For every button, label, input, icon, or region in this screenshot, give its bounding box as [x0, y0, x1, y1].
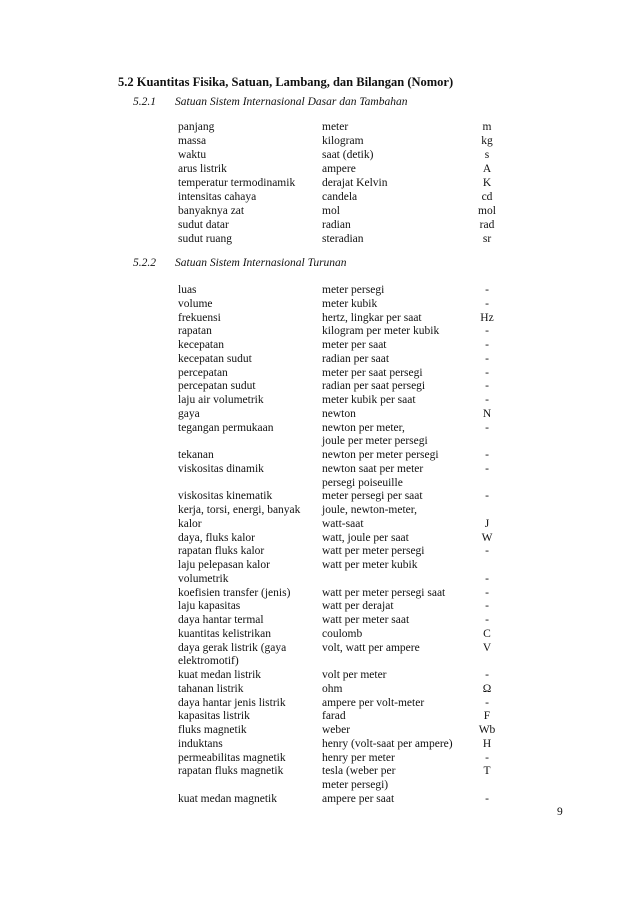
symbol-cell: s [484, 149, 490, 161]
symbol-cell: - [485, 462, 489, 475]
subsection-2-title: Satuan Sistem Internasional Turunan [175, 257, 347, 269]
unit-name-cell: farad [322, 710, 346, 723]
unit-name-cell: radian per saat persegi [322, 380, 426, 393]
unit-name-cell: kilogram [322, 135, 364, 147]
unit-name-cell: meter persegi [322, 284, 385, 296]
unit-name-cell: candela [322, 191, 358, 203]
symbol-cell: - [485, 600, 489, 613]
unit-name-cell: watt, joule per saat [322, 531, 409, 544]
page-number: 9 [557, 806, 563, 818]
symbol-cell: - [485, 394, 489, 406]
symbol-cell: Hz [480, 311, 494, 324]
unit-name-cell: meter kubik [322, 297, 378, 310]
unit-name-cell: derajat Kelvin [322, 177, 388, 189]
quantity-cell: frekuensi [178, 311, 221, 324]
unit-name-cell: newton per meter persegi [322, 449, 439, 461]
unit-name-cell: persegi poiseuille [322, 476, 403, 489]
symbol-cell: - [485, 792, 489, 805]
unit-name-cell: watt per meter persegi saat [322, 586, 446, 599]
unit-name-cell: newton saat per meter [322, 462, 424, 475]
quantity-cell: volumetrik [178, 572, 229, 585]
symbol-cell: Wb [478, 724, 496, 736]
quantity-cell: percepatan [178, 366, 228, 379]
symbol-cell: - [485, 696, 489, 709]
symbol-cell: - [485, 586, 489, 599]
symbol-cell: - [485, 751, 489, 764]
quantity-cell: volume [178, 297, 213, 310]
symbol-cell: - [485, 380, 489, 393]
unit-name-cell: meter per saat persegi [322, 366, 423, 379]
symbol-cell: - [485, 366, 489, 379]
section-title: 5.2 Kuantitas Fisika, Satuan, Lambang, dan Bilangan (Nomor) [118, 75, 454, 89]
symbol-cell: - [485, 572, 489, 585]
quantity-cell: kapasitas listrik [178, 710, 250, 723]
quantity-cell: viskositas kinematik [178, 490, 273, 503]
quantity-cell: arus listrik [178, 163, 227, 175]
unit-name-cell: henry (volt-saat per ampere) [322, 737, 453, 750]
unit-name-cell: ampere [322, 163, 356, 175]
quantity-cell: banyaknya zat [178, 205, 245, 217]
symbol-cell: rad [479, 219, 495, 231]
unit-name-cell: volt per meter [322, 669, 387, 681]
quantity-cell: laju pelepasan kalor [178, 559, 270, 571]
quantity-cell: daya gerak listrik (gaya [178, 641, 287, 654]
quantity-cell: sudut ruang [178, 233, 232, 245]
subsection-2-number: 5.2.2 [133, 257, 156, 269]
quantity-cell: kuat medan magnetik [178, 792, 277, 805]
symbol-cell: N [482, 407, 492, 420]
quantity-cell: induktans [178, 737, 223, 750]
quantity-cell: viskositas dinamik [178, 462, 264, 475]
unit-name-cell: ohm [322, 682, 343, 695]
symbol-cell: - [485, 490, 489, 503]
symbol-cell: A [482, 163, 492, 175]
quantity-cell: permeabilitas magnetik [178, 751, 286, 764]
symbol-cell: - [485, 352, 489, 365]
quantity-cell: waktu [178, 149, 207, 161]
quantity-cell: tahanan listrik [178, 682, 244, 695]
symbol-cell: V [482, 641, 492, 654]
subsection-1-title: Satuan Sistem Internasional Dasar dan Tambahan [175, 96, 408, 108]
unit-name-cell: volt, watt per ampere [322, 641, 420, 654]
symbol-cell: - [485, 325, 489, 338]
unit-name-cell: meter persegi per saat [322, 490, 423, 503]
quantity-cell: kecepatan sudut [178, 352, 252, 365]
quantity-cell: panjang [178, 121, 215, 133]
quantity-cell: fluks magnetik [178, 724, 247, 736]
symbol-cell: J [484, 517, 490, 530]
quantity-cell: intensitas cahaya [178, 191, 257, 203]
quantity-cell: daya hantar jenis listrik [178, 696, 286, 709]
unit-name-cell: radian [322, 219, 351, 231]
unit-name-cell: ampere per saat [322, 792, 395, 805]
symbol-cell: mol [478, 205, 496, 217]
subsection-1-number: 5.2.1 [133, 96, 156, 108]
unit-name-cell: meter kubik per saat [322, 394, 416, 406]
symbol-cell: - [485, 339, 489, 351]
symbol-cell: sr [482, 233, 492, 245]
quantity-cell: sudut datar [178, 219, 229, 231]
unit-name-cell: steradian [322, 233, 364, 245]
quantity-cell: rapatan [178, 325, 212, 338]
symbol-cell: - [485, 297, 489, 310]
quantity-cell: laju air volumetrik [178, 394, 264, 406]
quantity-cell: kuantitas kelistrikan [178, 627, 271, 640]
unit-name-cell: joule per meter persegi [322, 435, 428, 448]
quantity-cell: kecepatan [178, 339, 224, 351]
symbol-cell: K [482, 177, 492, 189]
unit-name-cell: watt per derajat [322, 600, 394, 613]
unit-name-cell: watt-saat [322, 517, 364, 530]
quantity-cell: rapatan fluks magnetik [178, 765, 284, 778]
unit-name-cell: newton [322, 407, 356, 420]
unit-name-cell: watt per meter kubik [322, 559, 418, 571]
symbol-cell: - [485, 421, 489, 434]
symbol-cell: T [483, 765, 491, 778]
quantity-cell: massa [178, 135, 207, 147]
unit-name-cell: radian per saat [322, 352, 390, 365]
unit-name-cell: coulomb [322, 627, 363, 640]
quantity-cell: gaya [178, 407, 200, 420]
unit-name-cell: watt per meter saat [322, 614, 410, 626]
unit-name-cell: ampere per volt-meter [322, 696, 425, 709]
unit-name-cell: newton per meter, [322, 421, 405, 434]
unit-name-cell: mol [322, 205, 340, 217]
unit-name-cell: weber [322, 724, 351, 736]
quantity-cell: kuat medan listrik [178, 669, 262, 681]
symbol-cell: - [485, 669, 489, 681]
quantity-cell: laju kapasitas [178, 600, 241, 613]
symbol-cell: - [485, 284, 489, 296]
quantity-cell: daya hantar termal [178, 614, 264, 626]
quantity-cell: tegangan permukaan [178, 421, 274, 434]
symbol-cell: W [481, 531, 493, 544]
symbol-cell: Ω [482, 682, 492, 695]
quantity-cell: temperatur termodinamik [178, 177, 296, 189]
unit-name-cell: tesla (weber per [322, 765, 396, 778]
symbol-cell: cd [481, 191, 493, 203]
symbol-cell: m [482, 121, 492, 133]
unit-name-cell: saat (detik) [322, 149, 374, 161]
quantity-cell: daya, fluks kalor [178, 531, 255, 544]
quantity-cell: elektromotif) [178, 655, 239, 668]
quantity-cell: koefisien transfer (jenis) [178, 586, 291, 599]
unit-name-cell: kilogram per meter kubik [322, 325, 440, 338]
unit-name-cell: hertz, lingkar per saat [322, 311, 422, 324]
symbol-cell: H [482, 737, 492, 750]
unit-name-cell: meter [322, 121, 349, 133]
quantity-cell: kalor [178, 517, 202, 530]
symbol-cell: kg [481, 135, 493, 147]
unit-name-cell: meter persegi) [322, 779, 389, 791]
unit-name-cell: meter per saat [322, 339, 387, 351]
unit-name-cell: henry per meter [322, 751, 395, 764]
symbol-cell: - [485, 449, 489, 461]
quantity-cell: luas [178, 284, 197, 296]
unit-name-cell: joule, newton-meter, [322, 504, 418, 516]
quantity-cell: kerja, torsi, energi, banyak [178, 504, 301, 516]
quantity-cell: rapatan fluks kalor [178, 545, 265, 558]
quantity-cell: percepatan sudut [178, 380, 256, 393]
symbol-cell: - [485, 614, 489, 626]
symbol-cell: C [483, 627, 491, 640]
quantity-cell: tekanan [178, 449, 214, 461]
unit-name-cell: watt per meter persegi [322, 545, 425, 558]
symbol-cell: F [483, 710, 491, 723]
symbol-cell: - [485, 545, 489, 558]
